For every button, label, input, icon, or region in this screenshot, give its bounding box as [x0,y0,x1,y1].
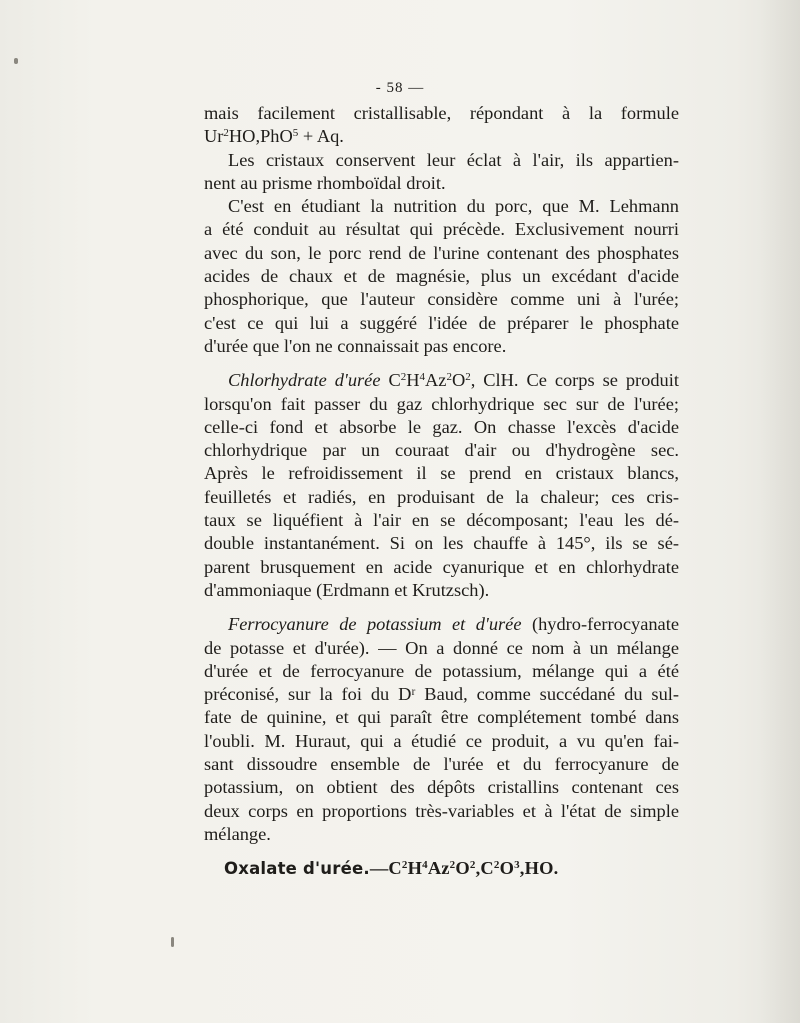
text-line: acides de chaux et de magnésie, plus un excédant d'acide [204,266,679,287]
text-line: Ferrocyanure de potassium et d'urée (hydro-ferrocyanate [228,614,679,635]
section-title-chlorhydrate: Chlorhydrate d'urée [228,370,381,391]
text-line: C'est en étudiant la nutrition du porc, que M. Lehmann [228,196,679,217]
text-line: c'est ce qui lui a suggéré l'idée de préparer le phosphate [204,312,679,333]
text-line: feuilletés et radiés, en produisant de la chaleur; ces cris- [204,486,679,507]
text-line: préconisé, sur la foi du Dʳ Baud, comme succédané du sul- [204,684,679,705]
text-line: sant dissoudre ensemble de l'urée et du ferrocyanure de [204,754,679,775]
text-line: l'oubli. M. Huraut, qui a étudié ce produit, a vu qu'en fai- [204,730,679,751]
body-text [204,102,679,881]
page-number: - 58 — [375,80,425,96]
text-line: mais facilement cristallisable, répondant à la formule [204,103,679,123]
paragraph-lehmann [204,195,679,358]
ink-speck [14,58,18,64]
paragraph-chlorhydrate [204,369,679,602]
section-title-ferrocyanure: Ferrocyanure de potassium et d'urée [228,614,522,635]
text-line: d'urée et de ferrocyanure de potassium, mélange qui a été [204,660,679,681]
text-line: d'urée que l'on ne connaissait pas encore. [204,335,507,356]
text-line: chlorhydrique par un couraat d'air ou d'hydrogène sec. [204,440,679,461]
page-edge-shadow [760,0,800,1023]
text-line: lorsqu'on fait passer du gaz chlorhydrique sec sur de l'urée; [204,393,679,414]
paragraph-crystals [204,149,679,196]
text-line: taux se liquéfient à l'air en se décomposant; l'eau les dé- [204,510,679,531]
oxalate-formula: $—C^2H^4Az^2O^2,C^2O^3,HO$. [369,858,559,879]
text-line: avec du son, le porc rend de l'urine contenant des phosphates [204,242,679,263]
text-line: phosphorique, que l'auteur considère comme uni à l'urée; [204,289,679,310]
text-line: Chlorhydrate d'urée $C^2H^4Az^2O^2$, ClH. Ce corps se produit [228,370,679,391]
text-line: a été conduit au résultat qui précède. Exclusivement nourri [204,219,679,240]
text-line: celle-ci fond et absorbe le gaz. On chasse l'excès d'acide [204,416,679,437]
paragraph-ferrocyanure [204,613,679,846]
text-line: deux corps en proportions très-variables et à l'état de simple [204,800,679,821]
text-line: Les cristaux conservent leur éclat à l'air, ils appartien- [228,149,679,170]
text-line: parent brusquement en acide cyanurique et en chlorhydrate [204,556,679,577]
text-line: Après le refroidissement il se prend en cristaux blancs, [204,463,679,484]
ink-speck [171,937,174,947]
text-line: fate de quinine, et qui paraît être complétement tombé dans [204,707,679,728]
text-line: mélange. [204,823,271,844]
text-line: potassium, on obtient des dépôts cristallins contenant ces [204,777,679,798]
section-heading-oxalate: Oxalate $d'urée.—C^2H^4Az^2O^2,C^2O^3,HO$. [224,858,559,879]
text-line: nent au prisme rhomboïdal droit. [204,172,446,193]
text-line: double instantanément. Si on les chauffe à 145°, ils se sé- [204,533,679,554]
text-line: d'ammoniaque (Erdmann et Krutzsch). [204,579,490,600]
text-line: $Ur^2HO,PhO^5 + Aq$. [204,126,344,147]
paragraph-oxalate [204,857,679,880]
text-line: de potasse et d'urée). — On a donné ce nom à un mélange [204,637,679,658]
paragraph-formula [204,102,679,149]
